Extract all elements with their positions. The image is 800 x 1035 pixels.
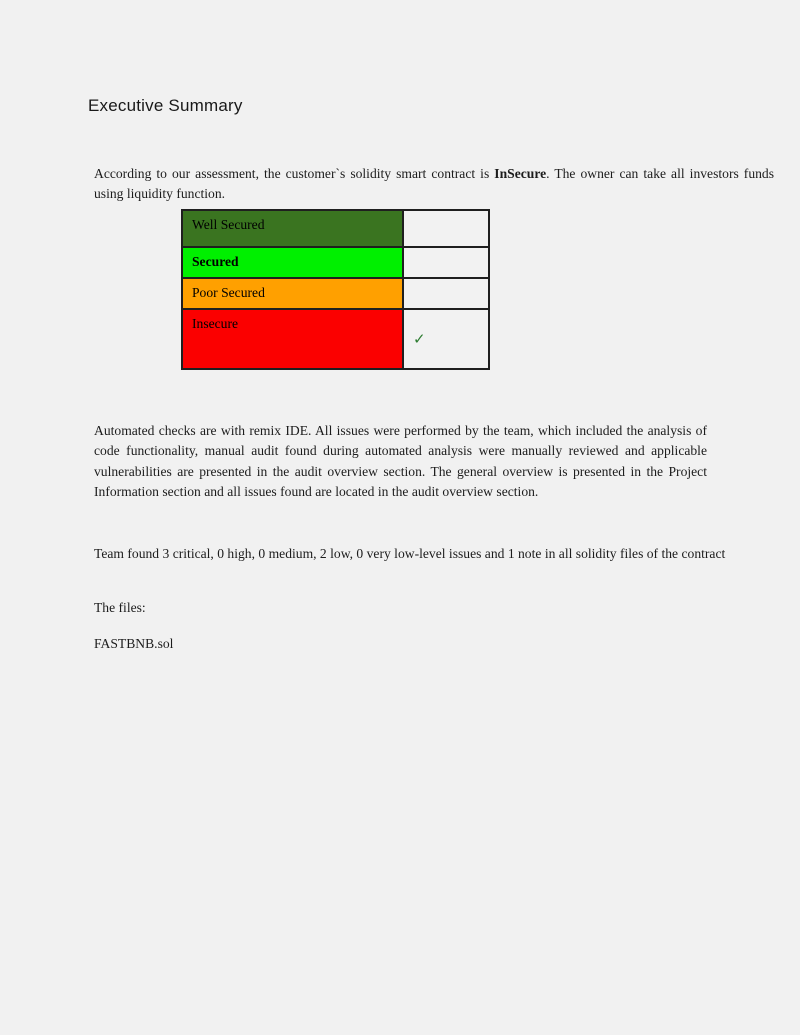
rating-mark-cell [403,278,489,309]
rating-mark-cell [403,247,489,278]
intro-paragraph [94,164,774,205]
table-row-insecure [182,309,489,369]
table-row-secured [182,247,489,278]
intro-text-after: . The owner can take all investors funds using liquidity function. [94,165,774,202]
table-row-well-secured [182,210,489,247]
rating-label-cell: Insecure [182,309,403,369]
methodology-paragraph: Automated checks are with remix IDE. All issues were performed by the team, which included the analysis of code functionality, manual audit found during automated analysis were manually reviewed and applicable vulnerabilities are presented in the audit overview section. The general overview is presented in the Project Information section and all issues found are located in the audit overview section. [94,422,707,500]
files-label: The files: [94,599,146,615]
findings-paragraph: Team found 3 critical, 0 high, 0 medium, 2 low, 0 very low-level issues and 1 note in all solidity files of the contract [94,545,726,561]
check-mark-icon: ✓ [413,331,426,348]
rating-mark-cell [403,210,489,247]
file-name: FASTBNB.sol [94,635,174,651]
table-row-poor-secured [182,278,489,309]
page-title: Executive Summary [88,96,243,116]
security-rating-table [181,209,490,370]
rating-label-cell: Secured [182,247,403,278]
intro-text-before: According to our assessment, the customer`s solidity smart contract is [94,165,495,181]
rating-label-cell: Poor Secured [182,278,403,309]
rating-mark-cell [403,309,489,369]
rating-label-cell: Well Secured [182,210,403,247]
verdict-insecure: InSecure [494,165,547,181]
